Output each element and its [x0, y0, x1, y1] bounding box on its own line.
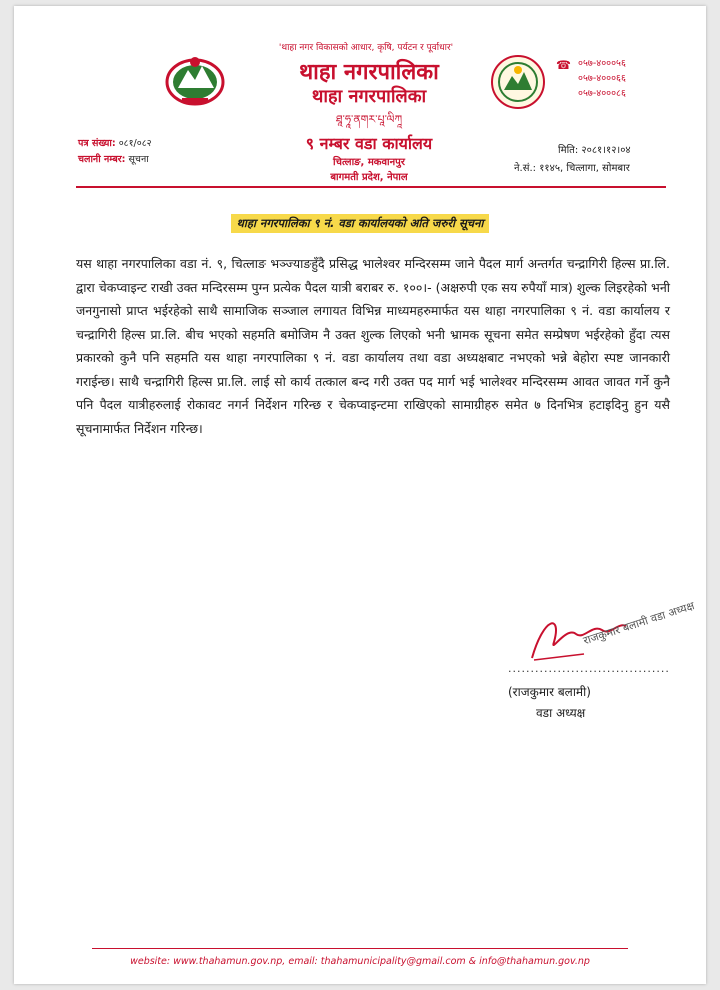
phone-number: ०५७-४०००६६: [578, 73, 626, 84]
date-block: [514, 142, 694, 178]
municipality-title-nepali: थाहा नगरपालिका: [299, 59, 439, 85]
footer-divider: [92, 948, 628, 949]
stamp-text: राजकुमार बलामी वडा अध्यक्ष: [581, 599, 697, 648]
subject-row: [14, 212, 706, 233]
signature-line: ....................................: [508, 662, 670, 675]
letter-reference: [78, 136, 238, 168]
letter-no-label: पत्र संख्या:: [78, 138, 116, 149]
letter-page: [14, 6, 706, 984]
nepal-emblem-icon: [164, 54, 226, 106]
phone-number: ०५७-४०००५६: [578, 58, 626, 69]
address-line-2: बागमती प्रदेश, नेपाल: [330, 172, 408, 183]
ward-office-title: ९ नम्बर वडा कार्यालय: [305, 134, 433, 153]
letter-no-value: ०८१/०८२: [118, 138, 152, 149]
phone-list: [562, 56, 702, 101]
dispatch-no-label: चलानी नम्बर:: [78, 154, 126, 165]
motto: 'थाहा नगर विकासको आधार, कृषि, पर्यटन र पूर्वाधार': [278, 43, 454, 53]
municipality-title-tamang: ཐཱ་ཧཱ་ནགར་པཱ་ལིཀཱ: [335, 113, 403, 126]
phone-icon: ☎: [556, 58, 571, 72]
phone-number: ०५७-४०००८६: [578, 88, 626, 99]
footer-contact: website: www.thahamun.gov.np, email: thahamunicipality@gmail.com & info@thahamun.gov.np: [130, 956, 590, 967]
nepal-sambat-label: ने.सं.:: [514, 163, 537, 174]
municipality-title-newari: थाहा नगरपालिका: [311, 86, 427, 107]
address-line-1: चित्लाङ, मकवानपुर: [333, 157, 405, 168]
header-divider: [76, 186, 666, 188]
municipality-seal-icon: [490, 54, 546, 110]
signatory-name: (राजकुमार बलामी): [508, 685, 591, 699]
dispatch-no-value: सूचना: [128, 154, 149, 165]
notice-body: यस थाहा नगरपालिका वडा नं. ९, चित्लाङ भञ्ज्याङहुँदै प्रसिद्ध भालेश्वर मन्दिरसम्म जाने पैदल मार्ग अन्तर्गत चन्द्रागिरी हिल्स प्रा.लि. द्वारा चेकप्वाइन्ट राखी उक्त मन्दिरसम्म पुग्न प्रत्येक पैदल यात्री बराबर रु. १००।- (अक्षरुपी एक सय रुपैयाँ मात्र) शुल्क लिइरहेको भनी जनगुनासो प्राप्त भईरहेको साथै सामाजिक सञ्जाल लगायत विभिन्न माध्यमहरुमार्फत यस थाहा नगरपालिका ९ नं. वडा कार्यालय र चन्द्रागिरी हिल्स प्रा.लि. बीच भएको सहमति बमोजिम नै उक्त शुल्क लिएको भनी भ्रामक सूचना समेत सम्प्रेषण भईरहेको हुँदा त्यस प्रकारको कुनै पनि सहमति यस थाहा नगरपालिका ९ नं. वडा कार्यालय तथा वडा अध्यक्षबाट नभएको भन्ने बेहोरा स्पष्ट जानकारी गराईन्छ। साथै चन्द्रागिरी हिल्स प्रा.लि. लाई सो कार्य तत्काल बन्द गरी उक्त पद मार्ग भई भालेश्वर मन्दिरसम्म आवत जावत गर्ने कुनै पनि पैदल यात्रीहरुलाई रोकावट नगर्न निर्देशन गरिन्छ र चेकप्वाइन्टमा राखिएको सामाग्रीहरु समेत ७ दिनभित्र हटाइदिनु हुन यसै सूचनामार्फत निर्देशन गरिन्छ।: [76, 256, 670, 436]
date-label: मिति:: [558, 145, 579, 156]
nepal-sambat-value: ११४५, चित्लागा, सोमबार: [539, 163, 630, 174]
date-value: २०८१।१२।०४: [581, 145, 631, 156]
signatory-role: वडा अध्यक्ष: [536, 706, 586, 720]
notice-subject: थाहा नगरपालिका ९ नं. वडा कार्यालयको अति जरुरी सूचना: [231, 214, 490, 233]
